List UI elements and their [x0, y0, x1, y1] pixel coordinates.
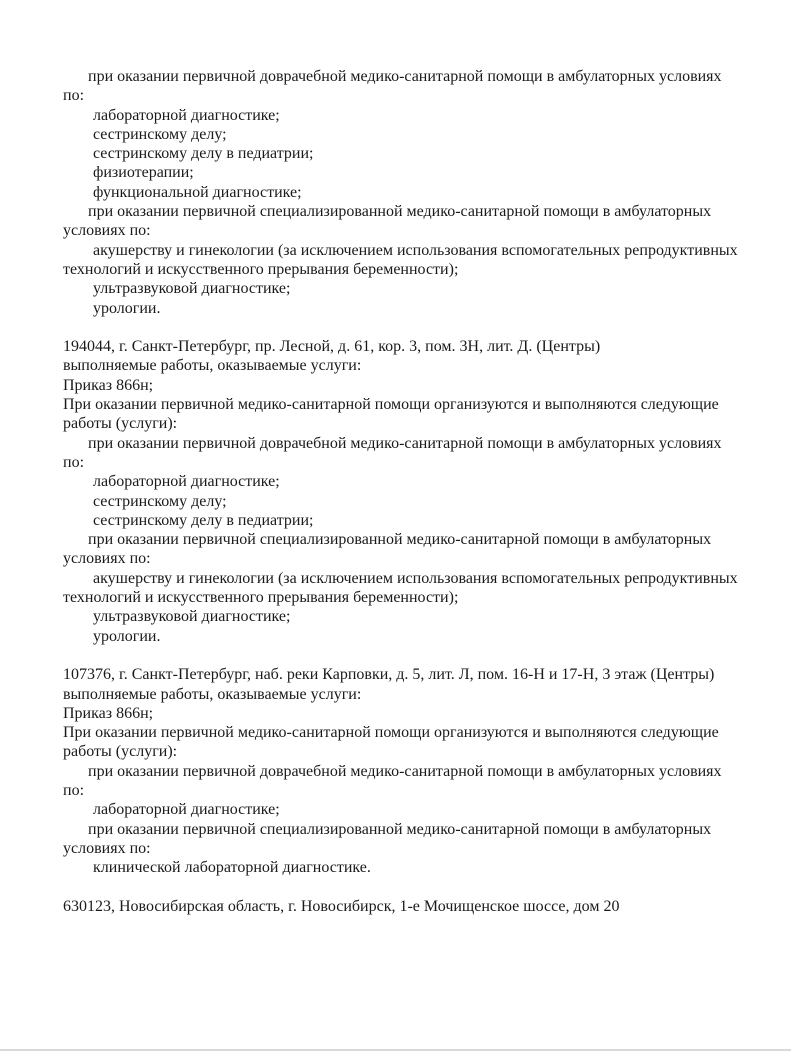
text-line: сестринскому делу в педиатрии;: [93, 145, 314, 163]
text-line: при оказании первичной специализированной медико-санитарной помощи в амбулаторных: [88, 203, 712, 221]
text-line: условиях по:: [63, 222, 151, 240]
bottom-divider: [0, 1049, 791, 1051]
text-line: сестринскому делу;: [93, 492, 227, 510]
text-line: акушерству и гинекологии (за исключением использования вспомогательных репродуктивных: [93, 241, 738, 259]
text-line: физиотерапии;: [93, 164, 194, 182]
text-line: при оказании первичной доврачебной медико-санитарной помощи в амбулаторных условиях: [88, 434, 722, 452]
text-line: при оказании первичной доврачебной медико-санитарной помощи в амбулаторных условиях: [88, 762, 722, 780]
text-line: условиях по:: [63, 839, 151, 857]
text-line: сестринскому делу в педиатрии;: [93, 511, 314, 529]
text-line: лабораторной диагностике;: [93, 473, 280, 491]
text-line: выполняемые работы, оказываемые услуги:: [63, 685, 362, 703]
text-line: выполняемые работы, оказываемые услуги:: [63, 357, 362, 375]
text-line: при оказании первичной специализированной медико-санитарной помощи в амбулаторных: [88, 820, 712, 838]
text-line: При оказании первичной медико-санитарной помощи организуются и выполняются следующие: [63, 396, 719, 414]
text-line: функциональной диагностике;: [93, 183, 302, 201]
text-line: при оказании первичной специализированной медико-санитарной помощи в амбулаторных: [88, 531, 712, 549]
text-line: Приказ 866н;: [63, 376, 154, 394]
text-line: по:: [63, 781, 85, 799]
text-line: по:: [63, 453, 85, 471]
text-line: Приказ 866н;: [63, 704, 154, 722]
text-line: При оказании первичной медико-санитарной помощи организуются и выполняются следующие: [63, 724, 719, 742]
text-line: работы (услуги):: [63, 743, 178, 761]
text-line: технологий и искусственного прерывания беременности);: [63, 589, 459, 607]
text-line: сестринскому делу;: [93, 125, 227, 143]
document-body: [63, 67, 775, 916]
text-line: по:: [63, 87, 85, 105]
text-line: акушерству и гинекологии (за исключением использования вспомогательных репродуктивных: [93, 569, 738, 587]
text-line: ультразвуковой диагностике;: [93, 280, 291, 298]
text-line: 194044, г. Санкт-Петербург, пр. Лесной, д. 61, кор. 3, пом. 3Н, лит. Д. (Центры): [63, 338, 601, 356]
text-line: урологии.: [93, 299, 161, 317]
text-line: при оказании первичной доврачебной медико-санитарной помощи в амбулаторных условиях: [88, 68, 722, 85]
text-line: урологии.: [93, 627, 161, 645]
text-line: условиях по:: [63, 550, 151, 568]
text-line: 630123, Новосибирская область, г. Новосибирск, 1-е Мочищенское шоссе, дом 20: [63, 897, 620, 915]
text-line: работы (услуги):: [63, 415, 178, 433]
text-line: лабораторной диагностике;: [93, 106, 280, 124]
text-line: клинической лабораторной диагностике.: [93, 859, 371, 877]
text-line: 107376, г. Санкт-Петербург, наб. реки Карповки, д. 5, лит. Л, пом. 16-Н и 17-Н, 3 этаж (Центры): [63, 666, 715, 684]
text-line: лабораторной диагностике;: [93, 801, 280, 819]
text-line: технологий и искусственного прерывания беременности);: [63, 260, 459, 278]
text-line: ультразвуковой диагностике;: [93, 608, 291, 626]
